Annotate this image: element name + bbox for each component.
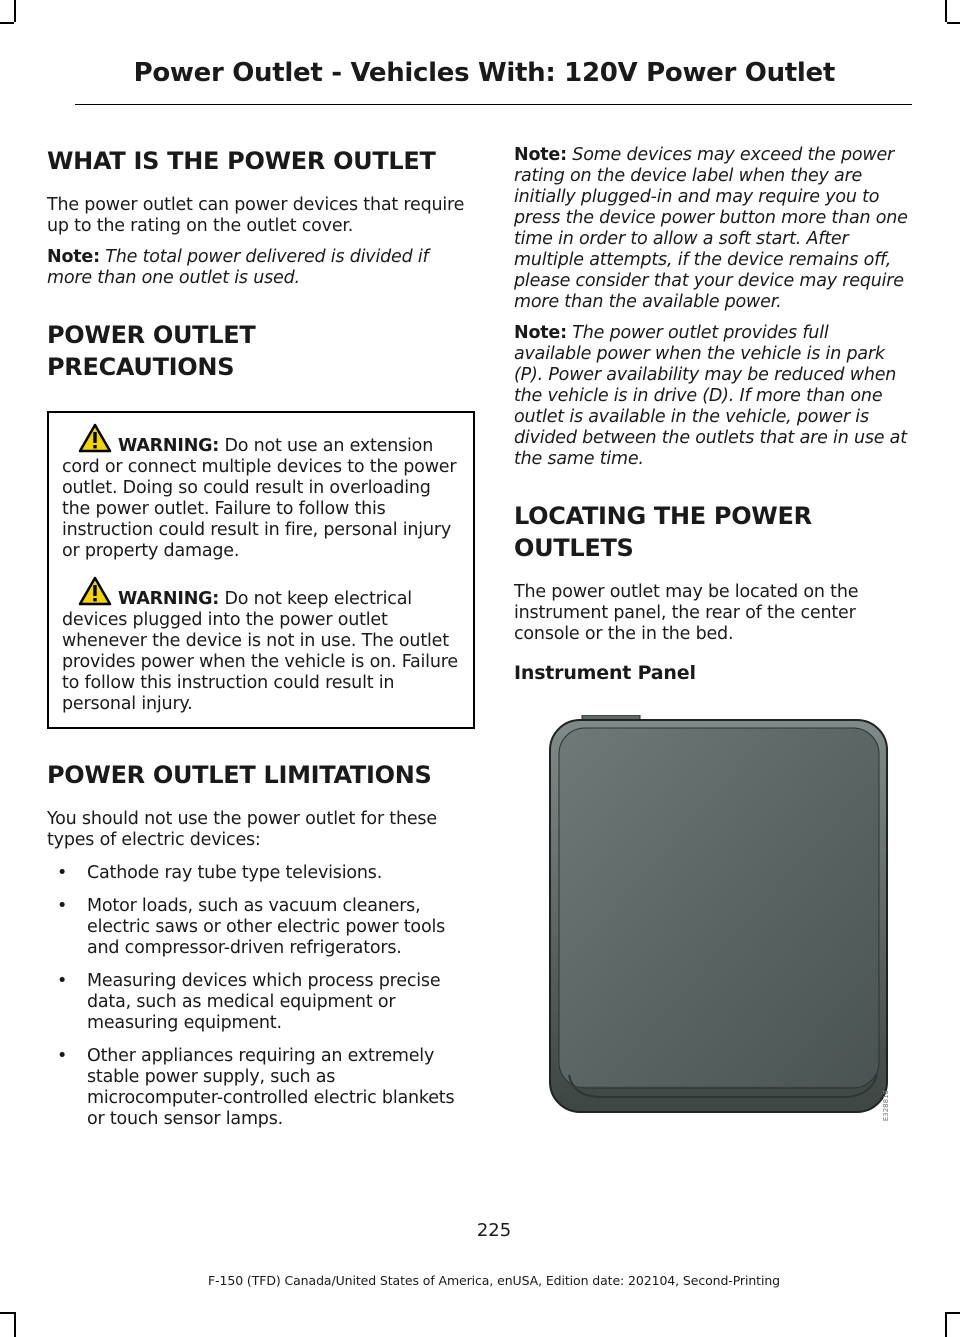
limitations-list (47, 863, 475, 1130)
warning-label: WARNING: (118, 436, 220, 456)
list-item: • Motor loads, such as vacuum cleaners, electric saws or other electric power tools and compressor-driven refrigerators. (57, 896, 446, 958)
list-item: • Other appliances requiring an extremely stable power supply, such as microcomputer-controlled electric blankets or touch sensor lamps. (57, 1046, 455, 1129)
crop-mark (0, 22, 14, 24)
note-text: The power outlet provides full available power when the vehicle is in park (P). Power availability may be reduced when the vehicle is in drive (D). If more than one outlet is available in the vehicle, power is divided between the outlets that are in use at the same time. (514, 323, 907, 469)
page-number: 225 (476, 1220, 512, 1241)
right-column (514, 145, 910, 684)
list-item: • Cathode ray tube type televisions. (57, 863, 383, 883)
heading-power-outlet-limitations: POWER OUTLET LIMITATIONS (47, 761, 432, 789)
heading-power-outlet-precautions: POWER OUTLET PRECAUTIONS (47, 321, 256, 381)
note-total-power (47, 247, 475, 289)
note-soft-start (514, 145, 910, 313)
figure-code: E328818 (882, 1090, 890, 1122)
crop-mark (947, 22, 960, 24)
crop-mark (945, 0, 947, 22)
warning-triangle-icon (78, 576, 112, 606)
subheading-instrument-panel: Instrument Panel (514, 662, 696, 684)
outlet-cover-illustration (547, 715, 895, 1115)
outlet-cover-icon (547, 715, 895, 1115)
bullet: • (57, 896, 68, 916)
heading-what-is-power-outlet: WHAT IS THE POWER OUTLET (47, 147, 436, 175)
list-item: • Measuring devices which process precise data, such as medical equipment or measuring equipment. (57, 971, 441, 1033)
note-label: Note: (47, 247, 100, 267)
paragraph-outlet-rating: The power outlet can power devices that require up to the rating on the outlet cover. (47, 195, 465, 236)
warning-extension-cord (62, 423, 461, 562)
note-text: The total power delivered is divided if more than one outlet is used. (47, 247, 429, 288)
crop-mark (14, 1312, 16, 1337)
crop-mark (947, 1312, 960, 1314)
crop-mark (14, 0, 16, 22)
bullet: • (57, 863, 68, 883)
note-label: Note: (514, 323, 567, 343)
warning-text: Do not keep electrical devices plugged into the power outlet whenever the device is not in use. The outlet provides power when the vehicle is on. Failure to follow this instruction could result in personal injury. (62, 589, 458, 714)
note-power-availability (514, 323, 910, 470)
page-header-title: Power Outlet - Vehicles With: 120V Power Outlet (133, 58, 835, 88)
warning-triangle-icon (78, 423, 112, 453)
note-text: Some devices may exceed the power rating on the device label when they are initially plugged-in and may require you to press the device power button more than one time in order to allow a soft start. After multiple attempts, if the device remains off, please consider that your device may require more than the available power. (514, 145, 908, 312)
warning-text: Do not use an extension cord or connect multiple devices to the power outlet. Doing so could result in overloading the power outlet. Failure to follow this instruction could result in fire, personal injury or property damage. (62, 436, 457, 561)
paragraph-limitations-intro: You should not use the power outlet for these types of electric devices: (47, 809, 437, 850)
crop-mark (0, 1312, 14, 1314)
bullet: • (57, 971, 68, 991)
bullet: • (57, 1046, 68, 1066)
warning-box (47, 411, 475, 729)
heading-locating-power-outlets: LOCATING THE POWER OUTLETS (514, 502, 812, 562)
note-label: Note: (514, 145, 567, 165)
warning-unplug-devices (62, 576, 461, 715)
crop-mark (945, 1312, 947, 1337)
footer-edition: F-150 (TFD) Canada/United States of America, enUSA, Edition date: 202104, Second-Printing (207, 1273, 780, 1288)
warning-label: WARNING: (118, 589, 220, 609)
left-column (47, 145, 475, 1142)
header-divider (75, 104, 912, 105)
paragraph-outlet-locations: The power outlet may be located on the instrument panel, the rear of the center console or the in the bed. (514, 582, 859, 644)
